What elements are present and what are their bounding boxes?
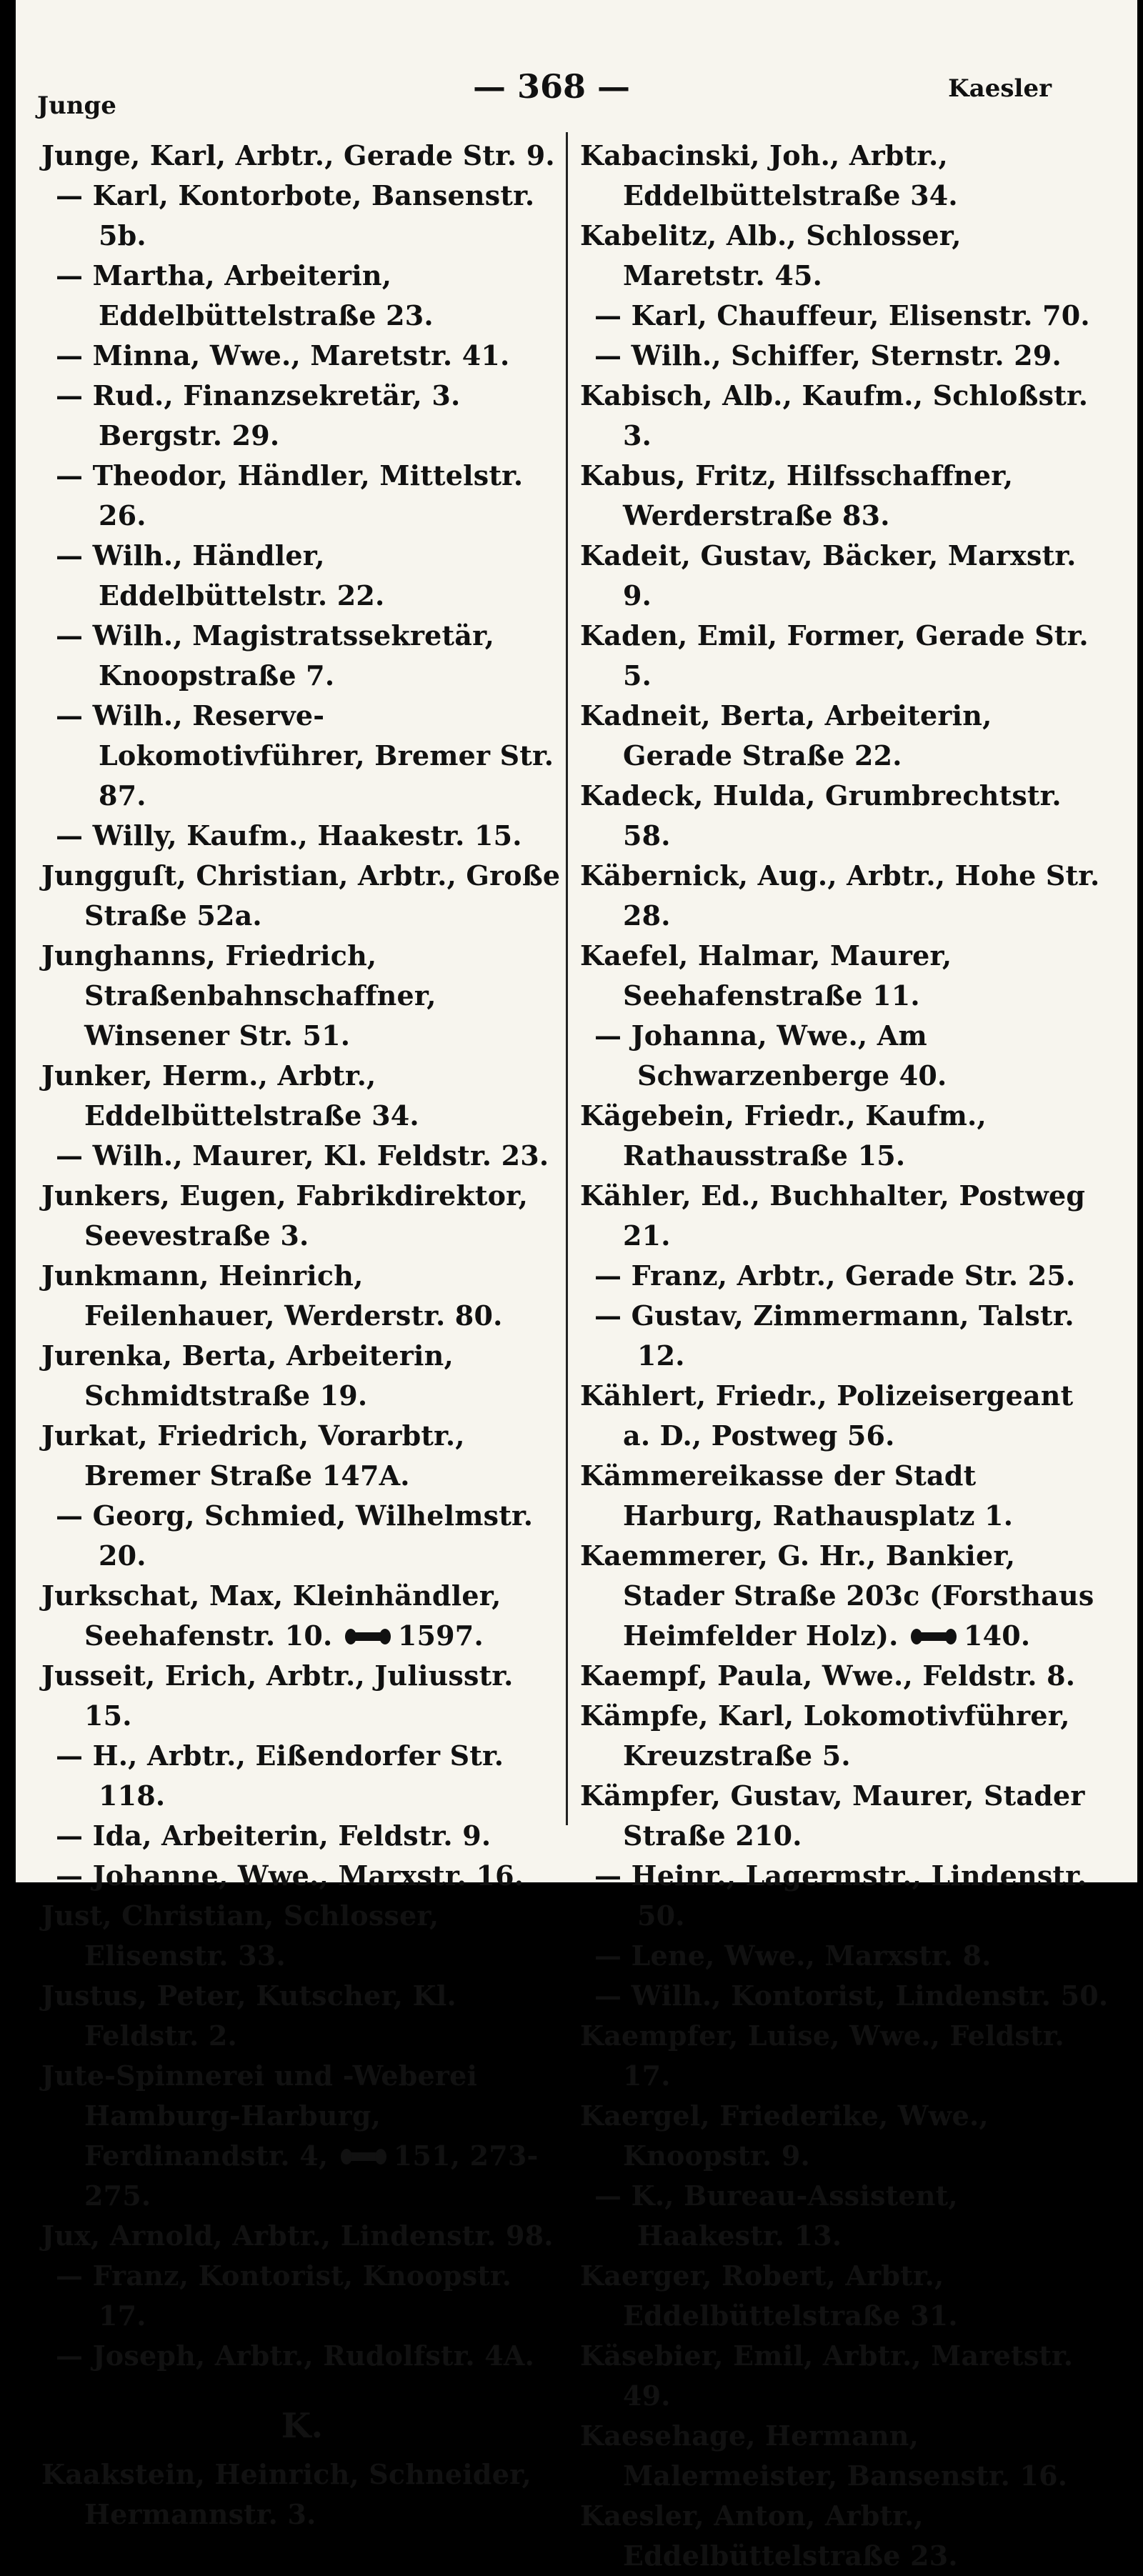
entry-text: Kaden, Emil, Former, Gerade Str. 5. xyxy=(580,619,1089,692)
directory-entry xyxy=(41,2336,563,2376)
entry-text: Kabacinski, Joh., Arbtr., Eddelbüttelstraße 34. xyxy=(580,139,958,211)
entry-text: — Franz, Kontorist, Knoopstr. 17. xyxy=(56,2260,512,2332)
entry-text: Kaempfer, Luise, Wwe., Feldstr. 17. xyxy=(580,2020,1064,2092)
entry-text: — K., Bureau-Assistent, Haakestr. 13. xyxy=(594,2180,958,2252)
entry-text: Kadneit, Berta, Arbeiterin, Gerade Straße 22. xyxy=(580,699,992,772)
directory-entry xyxy=(41,1816,563,1856)
entry-text: — Ida, Arbeiterin, Feldstr. 9. xyxy=(56,1819,491,1852)
directory-entry xyxy=(580,376,1109,456)
entry-text: Jurkat, Friedrich, Vorarbtr., Bremer Straße 147A. xyxy=(41,1419,465,1492)
entry-text: — H., Arbtr., Eißendorfer Str. 118. xyxy=(56,1739,504,1812)
directory-entry xyxy=(41,176,563,256)
directory-entry xyxy=(580,936,1109,1016)
entry-text: Käsebier, Emil, Arbtr., Maretstr. 49. xyxy=(580,2340,1074,2412)
directory-entry xyxy=(41,1496,563,1576)
directory-entry xyxy=(41,2256,563,2336)
left-column xyxy=(41,136,563,2535)
directory-entry xyxy=(580,1536,1109,1656)
entry-text: Kadeit, Gustav, Bäcker, Marxstr. 9. xyxy=(580,539,1077,611)
entry-text: Jute-Spinnerei und -Weberei Hamburg-Harburg, Ferdinandstr. 4, xyxy=(41,2060,478,2172)
directory-entry xyxy=(580,1976,1109,2016)
running-head-left: Junge xyxy=(37,91,116,120)
directory-entry xyxy=(41,136,563,176)
entry-text: — Martha, Arbeiterin, Eddelbüttelstraße 23. xyxy=(56,259,434,331)
entry-text: Kaakstein, Heinrich, Schneider, Hermannstr. 3. xyxy=(41,2458,531,2530)
entry-text: Kadeck, Hulda, Grumbrechtstr. 58. xyxy=(580,779,1062,852)
entry-text: Kabus, Fritz, Hilfsschaffner, Werderstraße 83. xyxy=(580,459,1014,531)
phone-number: 151, 273-275. xyxy=(84,2140,539,2212)
right-column xyxy=(580,136,1109,2576)
entry-text: Jurenka, Berta, Arbeiterin, Schmidtstraße 19. xyxy=(41,1339,454,1412)
entry-text: — Heinr., Lagermstr., Lindenstr. 50. xyxy=(594,1859,1087,1932)
entry-text: Junge, Karl, Arbtr., Gerade Str. 9. xyxy=(41,139,555,171)
directory-entry xyxy=(41,536,563,616)
entry-text: Just, Christian, Schlosser, Elisenstr. 33. xyxy=(41,1899,439,1972)
entry-text: Kaergel, Friederike, Wwe., Knoopstr. 9. xyxy=(580,2100,989,2172)
directory-entry xyxy=(41,616,563,696)
entry-text: — Rud., Finanzsekretär, 3. Bergstr. 29. xyxy=(56,379,461,451)
entry-text: — Karl, Chauffeur, Elisenstr. 70. xyxy=(594,299,1090,331)
entry-text: — Wilh., Händler, Eddelbüttelstr. 22. xyxy=(56,539,385,611)
entry-text: Kaesler, Anton, Arbtr., Eddelbüttelstraße 23. xyxy=(580,2500,958,2572)
directory-entry xyxy=(580,1016,1109,1096)
entry-text: Käbernick, Aug., Arbtr., Hohe Str. 28. xyxy=(580,859,1100,932)
entry-text: Kabisch, Alb., Kaufm., Schloßstr. 3. xyxy=(580,379,1089,451)
directory-entry xyxy=(580,1256,1109,1296)
telephone-icon xyxy=(345,1628,391,1645)
running-head-right: Kaesler xyxy=(948,74,1052,103)
entry-text: — Johanne, Wwe., Marxstr. 16. xyxy=(56,1859,524,1892)
entry-text: — Karl, Kontorbote, Bansenstr. 5b. xyxy=(56,179,535,251)
telephone-icon xyxy=(341,2148,386,2165)
directory-entry xyxy=(580,696,1109,776)
directory-entry xyxy=(580,1296,1109,1376)
directory-entry xyxy=(580,1376,1109,1456)
entry-text: — Wilh., Kontorist, Lindenstr. 50. xyxy=(594,1980,1109,2012)
directory-entry xyxy=(580,616,1109,696)
entry-text: Kaemmerer, G. Hr., Bankier, Stader Straße 203c (Forsthaus Heimfelder Holz). xyxy=(580,1539,1094,1652)
entry-text: Junker, Herm., Arbtr., Eddelbüttelstraße 34. xyxy=(41,1059,419,1132)
directory-entry xyxy=(41,1656,563,1736)
entry-text: Kaefel, Halmar, Maurer, Seehafenstraße 11. xyxy=(580,939,952,1012)
directory-entry xyxy=(580,136,1109,216)
entry-text: Kaesehage, Hermann, Malermeister, Bansenstr. 16. xyxy=(580,2420,1068,2492)
directory-entry xyxy=(580,216,1109,296)
entry-text: — Wilh., Reserve-Lokomotivführer, Bremer Str. 87. xyxy=(56,699,554,812)
phone-number: 1597. xyxy=(397,1619,484,1652)
entry-text: Kaempf, Paula, Wwe., Feldstr. 8. xyxy=(580,1659,1076,1692)
directory-entry xyxy=(41,1576,563,1656)
directory-entry xyxy=(41,696,563,816)
directory-page xyxy=(16,0,1137,2572)
telephone-icon xyxy=(911,1628,957,1645)
entry-text: Junkers, Eugen, Fabrikdirektor, Seevestraße 3. xyxy=(41,1179,529,1252)
directory-entry xyxy=(580,1176,1109,1256)
entry-text: Kämmereikasse der Stadt Harburg, Rathausplatz 1. xyxy=(580,1459,1014,1532)
directory-entry xyxy=(41,2455,563,2535)
entry-text: — Willy, Kaufm., Haakestr. 15. xyxy=(56,819,522,852)
directory-entry xyxy=(41,936,563,1056)
page-header xyxy=(16,63,1137,120)
entry-text: Kägebein, Friedr., Kaufm., Rathausstraße 15. xyxy=(580,1099,987,1172)
entry-text: — Johanna, Wwe., Am Schwarzenberge 40. xyxy=(594,1019,947,1092)
directory-entry xyxy=(580,2096,1109,2176)
entry-text: — Joseph, Arbtr., Rudolfstr. 4A. xyxy=(56,2340,535,2372)
directory-entry xyxy=(41,1896,563,1976)
directory-entry xyxy=(580,1936,1109,1976)
directory-entry xyxy=(580,536,1109,616)
directory-entry xyxy=(41,1976,563,2056)
directory-entry xyxy=(580,1776,1109,1856)
entry-text: Kämpfer, Gustav, Maurer, Stader Straße 210. xyxy=(580,1779,1085,1852)
entry-text: Junghanns, Friedrich, Straßenbahnschaffner, Winsener Str. 51. xyxy=(41,939,436,1052)
entry-text: — Gustav, Zimmermann, Talstr. 12. xyxy=(594,1299,1074,1372)
directory-entry xyxy=(580,2016,1109,2096)
entry-text: Kabelitz, Alb., Schlosser, Maretstr. 45. xyxy=(580,219,962,291)
directory-entry xyxy=(41,1416,563,1496)
directory-entry xyxy=(41,816,563,856)
directory-entry xyxy=(580,336,1109,376)
entry-text: Jungguſt, Christian, Arbtr., Große Straße 52a. xyxy=(41,859,561,932)
entry-text: Kaerger, Robert, Arbtr., Eddelbüttelstraße 31. xyxy=(580,2260,958,2332)
entry-text: — Wilh., Schiffer, Sternstr. 29. xyxy=(594,339,1062,371)
directory-entry xyxy=(580,1656,1109,1696)
directory-entry xyxy=(41,1056,563,1136)
entry-text: Kämpfe, Karl, Lokomotivführer, Kreuzstraße 5. xyxy=(580,1699,1070,1772)
directory-entry xyxy=(580,856,1109,936)
directory-entry xyxy=(580,776,1109,856)
directory-entry xyxy=(580,2256,1109,2336)
directory-entry xyxy=(580,1456,1109,1536)
entry-text: — Wilh., Maurer, Kl. Feldstr. 23. xyxy=(56,1139,549,1172)
directory-entry xyxy=(41,376,563,456)
page-number: — 368 — xyxy=(473,67,631,106)
entry-text: Justus, Peter, Kutscher, Kl. Feldstr. 2. xyxy=(41,1980,456,2052)
column-divider xyxy=(566,132,568,1825)
entry-text: Jusseit, Erich, Arbtr., Juliusstr. 15. xyxy=(41,1659,514,1732)
directory-entry xyxy=(41,1256,563,1336)
section-letter: K. xyxy=(281,2406,324,2446)
directory-entry xyxy=(580,1856,1109,1936)
entry-text: — Wilh., Magistratssekretär, Knoopstraße 7. xyxy=(56,619,495,692)
entry-text: — Theodor, Händler, Mittelstr. 26. xyxy=(56,459,524,531)
entry-text: Jurkschat, Max, Kleinhändler, Seehafenstr. 10. xyxy=(41,1579,501,1652)
entry-text: Jux, Arnold, Arbtr., Lindenstr. 98. xyxy=(41,2220,554,2252)
directory-entry xyxy=(41,256,563,336)
directory-entry xyxy=(580,1696,1109,1776)
entry-text: Kähler, Ed., Buchhalter, Postweg 21. xyxy=(580,1179,1086,1252)
directory-entry xyxy=(41,2056,563,2216)
directory-entry xyxy=(41,336,563,376)
directory-entry xyxy=(41,1736,563,1816)
directory-entry xyxy=(580,2416,1109,2496)
entry-text: Kählert, Friedr., Polizeisergeant a. D., Postweg 56. xyxy=(580,1379,1074,1452)
directory-entry xyxy=(41,1136,563,1176)
directory-entry xyxy=(41,1856,563,1896)
entry-text: — Minna, Wwe., Maretstr. 41. xyxy=(56,339,510,371)
entry-text: — Lene, Wwe., Marxstr. 8. xyxy=(594,1940,992,1972)
directory-entry xyxy=(41,1336,563,1416)
directory-entry xyxy=(41,856,563,936)
directory-entry xyxy=(41,456,563,536)
directory-entry xyxy=(580,296,1109,336)
directory-entry xyxy=(41,2216,563,2256)
directory-entry xyxy=(41,1176,563,1256)
directory-entry xyxy=(580,456,1109,536)
entry-text: Junkmann, Heinrich, Feilenhauer, Werderstr. 80. xyxy=(41,1259,503,1332)
directory-entry xyxy=(580,2336,1109,2416)
entry-text: — Franz, Arbtr., Gerade Str. 25. xyxy=(594,1259,1076,1292)
directory-entry xyxy=(580,2176,1109,2256)
entry-text: — Georg, Schmied, Wilhelmstr. 20. xyxy=(56,1499,534,1572)
phone-number: 140. xyxy=(964,1619,1031,1652)
directory-entry xyxy=(580,2496,1109,2576)
directory-entry xyxy=(580,1096,1109,1176)
